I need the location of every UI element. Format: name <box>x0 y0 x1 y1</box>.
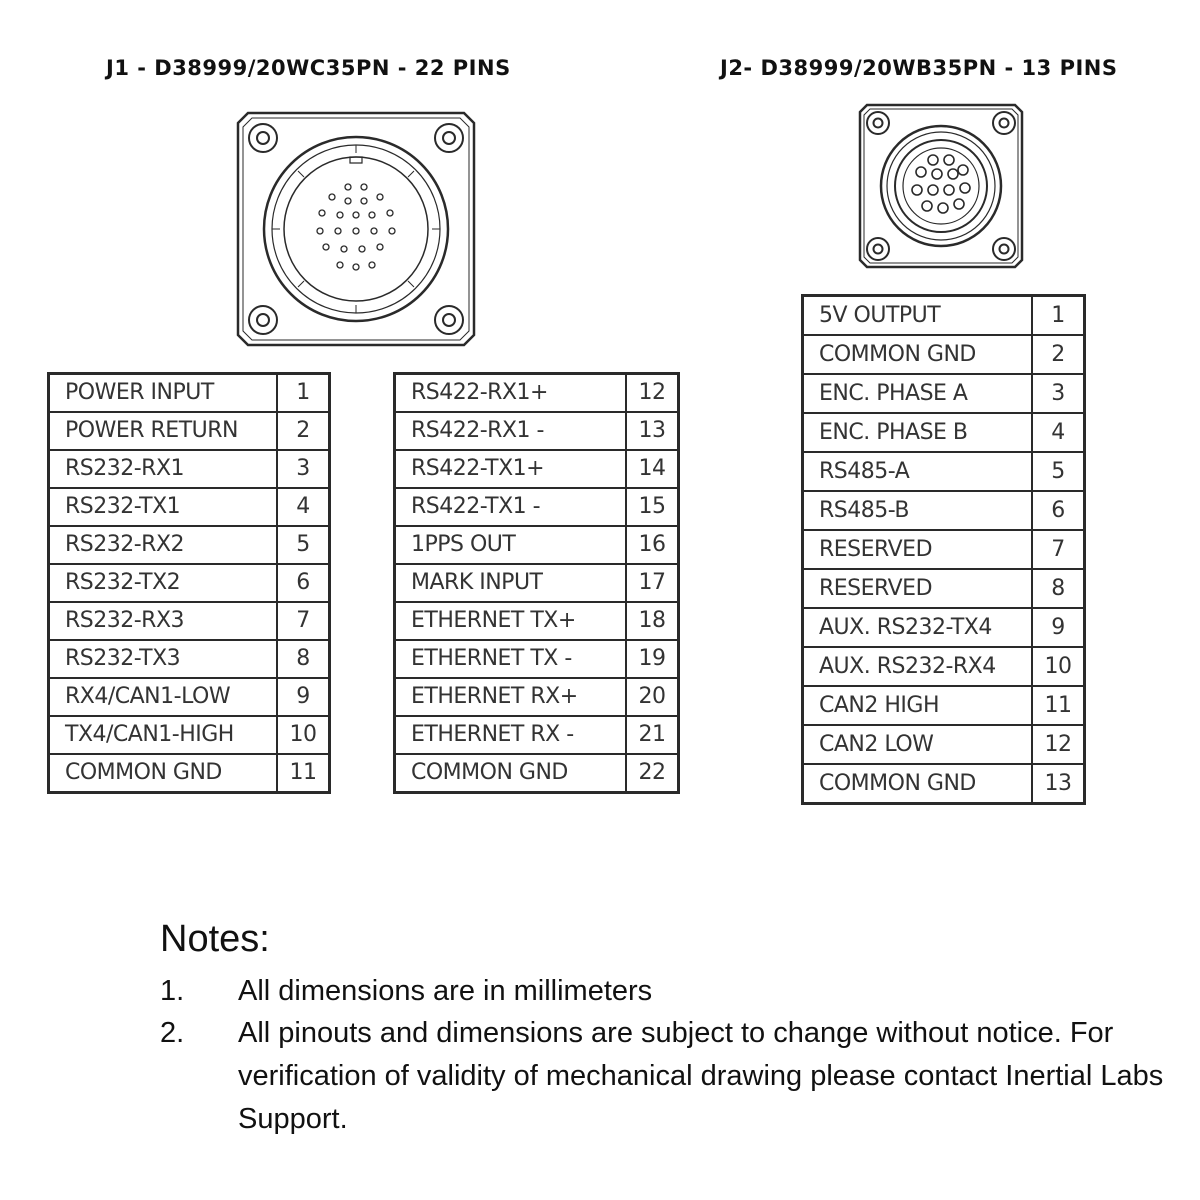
signal-name-cell: RS485-B <box>803 491 1033 530</box>
table-row <box>803 764 1085 804</box>
table-row <box>803 530 1085 569</box>
signal-name-cell: ETHERNET RX+ <box>395 678 627 716</box>
pin-number-cell: 5 <box>277 526 330 564</box>
notes-title: Notes: <box>160 918 270 960</box>
signal-name-cell: TX4/CAN1-HIGH <box>49 716 278 754</box>
pin-number-cell: 17 <box>626 564 679 602</box>
signal-name-cell: POWER RETURN <box>49 412 278 450</box>
signal-name-cell: ENC. PHASE B <box>803 413 1033 452</box>
pin-number-cell: 22 <box>626 754 679 793</box>
pin-number-cell: 1 <box>1032 296 1085 336</box>
signal-name-cell: COMMON GND <box>803 335 1033 374</box>
signal-name-cell: RX4/CAN1-LOW <box>49 678 278 716</box>
table-row <box>49 640 330 678</box>
pin-number-cell: 1 <box>277 374 330 413</box>
table-row <box>49 412 330 450</box>
j2-connector-icon <box>855 100 1027 272</box>
pin-number-cell: 13 <box>1032 764 1085 804</box>
pin-number-cell: 5 <box>1032 452 1085 491</box>
signal-name-cell: RS422-TX1+ <box>395 450 627 488</box>
pin-number-cell: 12 <box>1032 725 1085 764</box>
table-row <box>49 602 330 640</box>
pin-number-cell: 7 <box>277 602 330 640</box>
pin-number-cell: 4 <box>1032 413 1085 452</box>
j1-pin-table-left <box>47 372 331 794</box>
table-row <box>49 754 330 793</box>
signal-name-cell: CAN2 HIGH <box>803 686 1033 725</box>
table-row <box>49 564 330 602</box>
signal-name-cell: AUX. RS232-RX4 <box>803 647 1033 686</box>
pin-number-cell: 7 <box>1032 530 1085 569</box>
table-row <box>395 754 679 793</box>
pin-number-cell: 2 <box>277 412 330 450</box>
pin-number-cell: 16 <box>626 526 679 564</box>
note-text: All dimensions are in millimeters <box>238 975 653 1007</box>
pin-number-cell: 11 <box>1032 686 1085 725</box>
note-index: 1. <box>160 975 185 1007</box>
signal-name-cell: RESERVED <box>803 530 1033 569</box>
pin-number-cell: 9 <box>277 678 330 716</box>
table-row <box>803 686 1085 725</box>
signal-name-cell: COMMON GND <box>49 754 278 793</box>
table-row <box>803 296 1085 336</box>
pin-number-cell: 6 <box>277 564 330 602</box>
table-row <box>803 608 1085 647</box>
table-row <box>49 678 330 716</box>
signal-name-cell: RESERVED <box>803 569 1033 608</box>
signal-name-cell: RS422-RX1 - <box>395 412 627 450</box>
signal-name-cell: RS485-A <box>803 452 1033 491</box>
signal-name-cell: POWER INPUT <box>49 374 278 413</box>
signal-name-cell: AUX. RS232-TX4 <box>803 608 1033 647</box>
signal-name-cell: 1PPS OUT <box>395 526 627 564</box>
table-row <box>49 450 330 488</box>
signal-name-cell: RS232-RX3 <box>49 602 278 640</box>
table-row <box>803 647 1085 686</box>
note-item <box>160 1012 1190 1142</box>
j1-pin-table-right <box>393 372 680 794</box>
signal-name-cell: ETHERNET RX - <box>395 716 627 754</box>
table-row <box>395 678 679 716</box>
pin-number-cell: 19 <box>626 640 679 678</box>
signal-name-cell: ETHERNET TX+ <box>395 602 627 640</box>
pin-number-cell: 21 <box>626 716 679 754</box>
signal-name-cell: MARK INPUT <box>395 564 627 602</box>
table-row <box>395 526 679 564</box>
signal-name-cell: 5V OUTPUT <box>803 296 1033 336</box>
pin-number-cell: 8 <box>277 640 330 678</box>
signal-name-cell: RS422-RX1+ <box>395 374 627 413</box>
table-row <box>395 640 679 678</box>
table-row <box>803 725 1085 764</box>
j2-heading: J2- D38999/20WB35PN - 13 PINS <box>720 56 1118 80</box>
signal-name-cell: RS232-RX2 <box>49 526 278 564</box>
pin-number-cell: 10 <box>277 716 330 754</box>
table-row <box>803 374 1085 413</box>
j2-pin-table <box>801 294 1086 805</box>
j1-heading: J1 - D38999/20WC35PN - 22 PINS <box>106 56 511 80</box>
signal-name-cell: RS232-TX2 <box>49 564 278 602</box>
signal-name-cell: COMMON GND <box>803 764 1033 804</box>
table-row <box>803 491 1085 530</box>
table-row <box>803 335 1085 374</box>
note-item <box>160 970 1190 1014</box>
table-row <box>49 488 330 526</box>
pin-number-cell: 4 <box>277 488 330 526</box>
signal-name-cell: RS232-RX1 <box>49 450 278 488</box>
j1-connector-icon <box>230 105 482 353</box>
table-row <box>395 716 679 754</box>
table-row <box>395 488 679 526</box>
signal-name-cell: RS422-TX1 - <box>395 488 627 526</box>
table-row <box>49 526 330 564</box>
pin-number-cell: 13 <box>626 412 679 450</box>
signal-name-cell: RS232-TX3 <box>49 640 278 678</box>
table-row <box>395 450 679 488</box>
note-text: All pinouts and dimensions are subject to change without notice. For verification of validity of mechanical drawing please contact Inertial Labs Support. <box>238 1017 1164 1135</box>
pin-number-cell: 10 <box>1032 647 1085 686</box>
pin-number-cell: 14 <box>626 450 679 488</box>
note-index: 2. <box>160 1017 185 1049</box>
pin-number-cell: 12 <box>626 374 679 413</box>
pin-number-cell: 15 <box>626 488 679 526</box>
signal-name-cell: COMMON GND <box>395 754 627 793</box>
signal-name-cell: RS232-TX1 <box>49 488 278 526</box>
signal-name-cell: CAN2 LOW <box>803 725 1033 764</box>
pin-number-cell: 11 <box>277 754 330 793</box>
table-row <box>395 374 679 413</box>
table-row <box>395 564 679 602</box>
signal-name-cell: ETHERNET TX - <box>395 640 627 678</box>
pin-number-cell: 6 <box>1032 491 1085 530</box>
table-row <box>395 412 679 450</box>
pin-number-cell: 3 <box>1032 374 1085 413</box>
table-row <box>49 374 330 413</box>
signal-name-cell: ENC. PHASE A <box>803 374 1033 413</box>
table-row <box>803 569 1085 608</box>
pin-number-cell: 18 <box>626 602 679 640</box>
table-row <box>49 716 330 754</box>
pin-number-cell: 20 <box>626 678 679 716</box>
table-row <box>803 452 1085 491</box>
pin-number-cell: 2 <box>1032 335 1085 374</box>
pin-number-cell: 9 <box>1032 608 1085 647</box>
table-row <box>803 413 1085 452</box>
pin-number-cell: 8 <box>1032 569 1085 608</box>
pin-number-cell: 3 <box>277 450 330 488</box>
table-row <box>395 602 679 640</box>
